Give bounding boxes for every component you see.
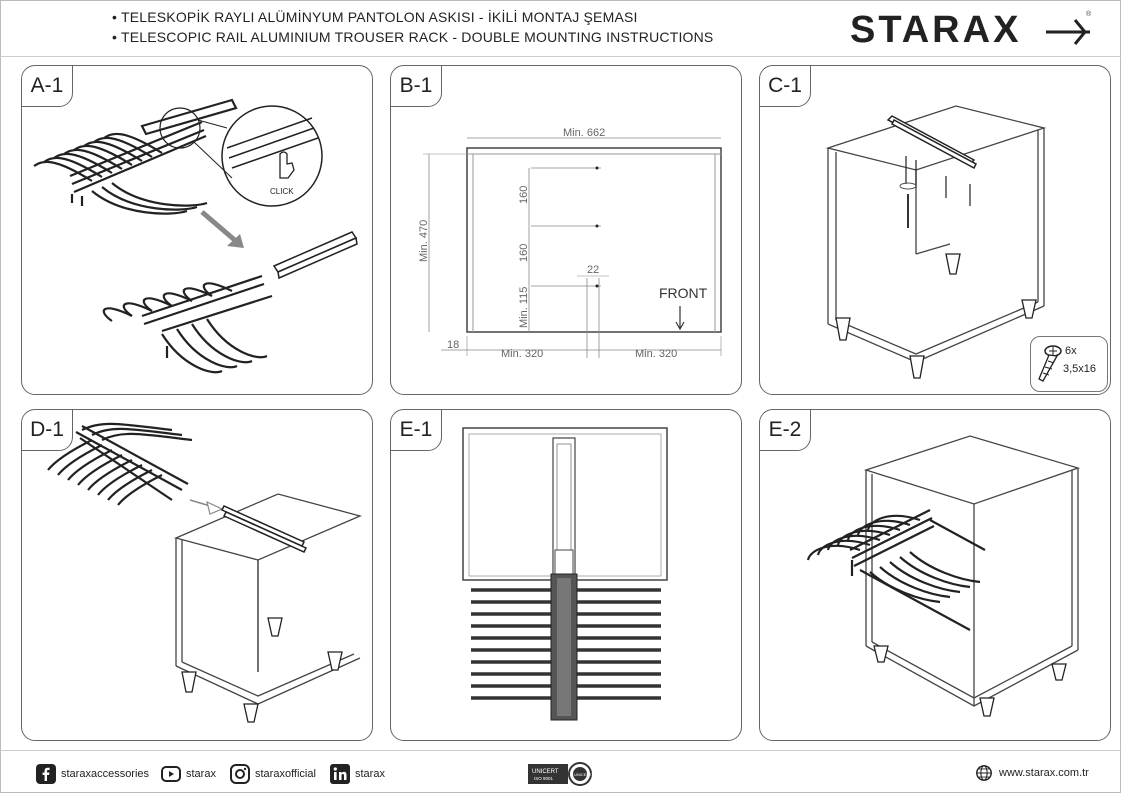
linkedin-icon: [330, 764, 350, 784]
instagram-handle: staraxofficial: [255, 768, 316, 780]
screw-qty: 6x: [1065, 345, 1077, 357]
panel-e2-tag: E-2: [759, 409, 811, 451]
svg-text:®: ®: [1086, 11, 1092, 18]
footer-divider: [0, 750, 1121, 751]
youtube-icon: [161, 764, 181, 784]
b1-dimension-drawing: [391, 66, 741, 394]
svg-text:Min. 662: Min. 662: [563, 127, 606, 139]
facebook-icon: [36, 764, 56, 784]
svg-text:UNICERT: UNICERT: [574, 772, 592, 777]
panel-c1: [759, 65, 1111, 395]
d1-install-drawing: [22, 410, 372, 740]
panel-e1-tag: E-1: [390, 409, 442, 451]
arrow-icon: [202, 212, 237, 242]
svg-text:Min. 320: Min. 320: [501, 348, 544, 360]
facebook-handle: staraxaccessories: [61, 768, 150, 780]
svg-text:Min. 470: Min. 470: [418, 219, 430, 262]
globe-icon: [975, 764, 993, 782]
footer-instagram[interactable]: [230, 764, 316, 784]
title-en: • TELESCOPIC RAIL ALUMINIUM TROUSER RACK - DOUBLE MOUNTING INSTRUCTIONS: [112, 29, 714, 45]
footer-linkedin[interactable]: [330, 764, 385, 784]
panel-a1: [21, 65, 373, 395]
screw-icon: [1035, 345, 1065, 385]
header-divider: [0, 56, 1121, 57]
instagram-icon: [230, 764, 250, 784]
panel-d1-tag: D-1: [21, 409, 73, 451]
footer-youtube[interactable]: [161, 764, 216, 784]
starax-logo: [850, 6, 1095, 54]
svg-text:Min. 115: Min. 115: [518, 286, 530, 328]
svg-text:UNICERT: UNICERT: [532, 769, 559, 775]
unicert-badge: [528, 762, 600, 788]
svg-text:CLICK: CLICK: [270, 187, 294, 196]
svg-text:160: 160: [518, 243, 530, 262]
title-tr: • TELESKOPİK RAYLI ALÜMİNYUM PANTOLON ASKISI - İKİLİ MONTAJ ŞEMASI: [112, 9, 638, 25]
e2-installed-drawing: [760, 410, 1110, 740]
linkedin-handle: starax: [355, 768, 385, 780]
website-url: www.starax.com.tr: [999, 767, 1089, 779]
e1-top-view-drawing: [391, 410, 741, 740]
svg-text:18: 18: [447, 339, 460, 351]
panel-c1-tag: C-1: [759, 65, 811, 107]
svg-text:ISO 9001: ISO 9001: [534, 776, 554, 781]
svg-text:22: 22: [587, 264, 600, 276]
panel-e2: [759, 409, 1111, 741]
screw-info-box: [1030, 336, 1108, 392]
footer-facebook[interactable]: [36, 764, 149, 784]
svg-text:160: 160: [518, 185, 530, 204]
svg-text:FRONT: FRONT: [659, 285, 708, 301]
svg-text:Min. 320: Min. 320: [635, 348, 678, 360]
a1-drawing: [22, 66, 372, 394]
svg-text:STARAX: STARAX: [850, 9, 1022, 51]
panel-b1: [390, 65, 742, 395]
youtube-handle: starax: [186, 768, 216, 780]
panel-d1: [21, 409, 373, 741]
screw-size: 3,5x16: [1063, 363, 1097, 375]
panel-b1-tag: B-1: [390, 65, 442, 107]
footer-website[interactable]: [975, 764, 1089, 782]
panel-e1: [390, 409, 742, 741]
panel-a1-tag: A-1: [21, 65, 73, 107]
